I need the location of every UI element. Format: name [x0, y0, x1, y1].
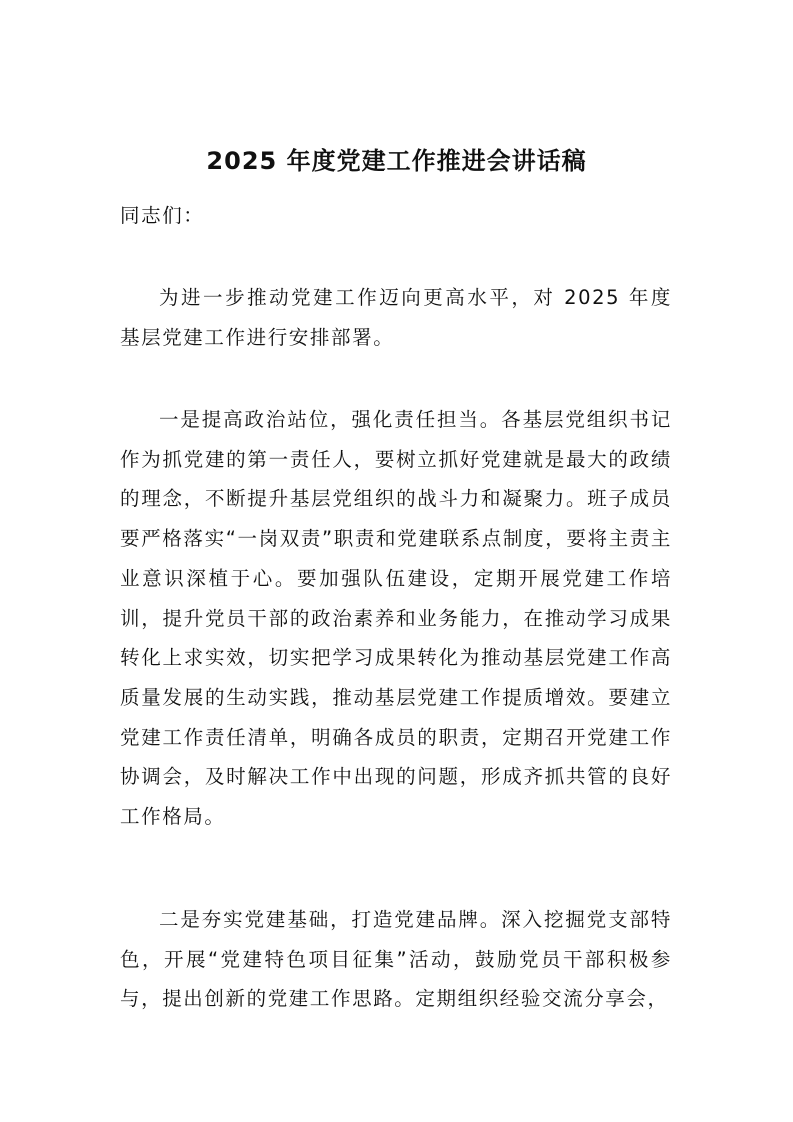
paragraph-point-two: 二是夯实党建基础，打造党建品牌。深入挖掘党支部特色，开展“党建特色项目征集”活动，鼓励党员干部积极参与，提出创新的党建工作思路。定期组织经验交流分享会，: [120, 908, 672, 1011]
paragraph-intro: 为进一步推动党建工作迈向更高水平，对 2025 年度基层党建工作进行安排部署。: [120, 286, 672, 349]
paragraph-point-one: 一是提高政治站位，强化责任担当。各基层党组织书记作为抓党建的第一责任人，要树立抓好党建就是最大的政绩的理念，不断提升基层党组织的战斗力和凝聚力。班子成员要严格落实“一岗双责”职责和党建联系点制度，要将主责主业意识深植于心。要加强队伍建设，定期开展党建工作培训，提升党员干部的政治素养和业务能力，在推动学习成果转化上求实效，切实把学习成果转化为推动基层党建工作高质量发展的生动实践，推动基层党建工作提质增效。要建立党建工作责任清单，明确各成员的职责，定期召开党建工作协调会，及时解决工作中出现的问题，形成齐抓共管的良好工作格局。: [120, 408, 672, 829]
salutation: 同志们：: [120, 204, 205, 227]
document-title: 2025 年度党建工作推进会讲话稿: [206, 147, 587, 176]
